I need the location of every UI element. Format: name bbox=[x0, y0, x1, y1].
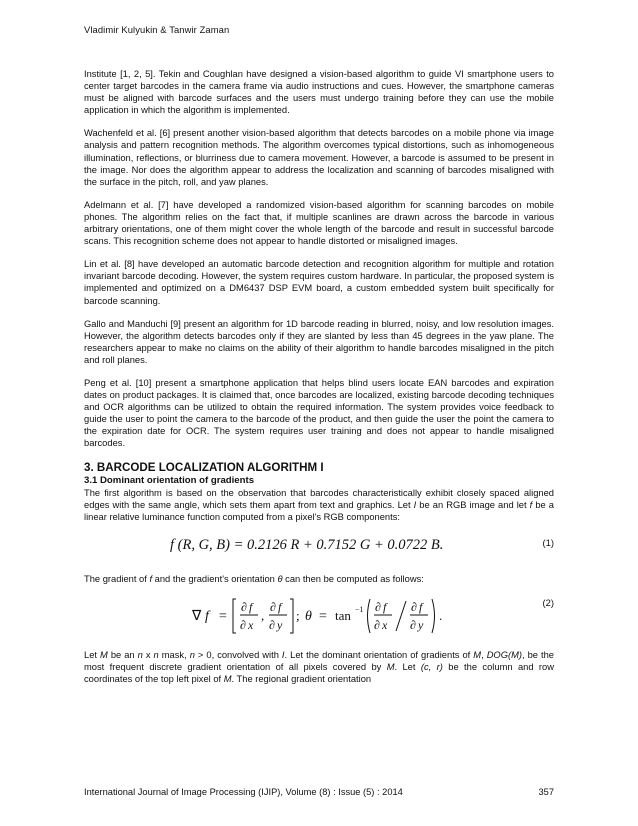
equation-1-body: f (R, G, B) = 0.2126 R + 0.7152 G + 0.0722 B. bbox=[170, 536, 444, 553]
svg-text:−1: −1 bbox=[355, 604, 364, 614]
svg-text:∂: ∂ bbox=[241, 599, 247, 614]
svg-text:y: y bbox=[418, 617, 424, 632]
journal-citation: International Journal of Image Processing (IJIP), Volume (8) : Issue (5) : 2014 bbox=[84, 787, 403, 797]
running-header: Vladimir Kulyukin & Tanwir Zaman bbox=[84, 24, 230, 35]
equation-2-number: (2) bbox=[542, 596, 554, 608]
equation-1-number: (1) bbox=[542, 536, 554, 548]
paragraph-8: The gradient of f and the gradient's orientation θ can then be computed as follows: bbox=[84, 573, 424, 584]
paragraph-2: Wachenfeld et al. [6] present another vision-based algorithm that detects barcodes on a mobile phone via image analysis and pattern recognition methods. The algorithm overcomes typical distortions, such as inhomogeneous illumination, reflections, or blurriness due to camera movement. However, a barcode is assumed to be present in the image. Nor does the algorithm appear to address the localization and scanning of barcodes misaligned with the surface in the pitch, roll, and yaw planes. bbox=[84, 128, 554, 187]
subsection-heading: 3.1 Dominant orientation of gradients bbox=[84, 474, 255, 486]
svg-text:∂: ∂ bbox=[269, 617, 275, 632]
equation-1 bbox=[84, 531, 554, 565]
svg-text:x: x bbox=[382, 617, 388, 632]
page-number: 357 bbox=[538, 787, 554, 797]
equation-2 bbox=[84, 593, 554, 639]
svg-text:x: x bbox=[248, 617, 254, 632]
paragraph-6: Peng et al. [10] present a smartphone application that helps blind users locate EAN barcodes and expiration dates on product packages. It is claimed that, once barcodes are localized, existing barcode decoding techniques and OCR algorithms can be utilized to obtain the required information. The system provides voice feedback to guide the user to point the camera to the barcode of the product, and then guide the user the point the camera to the expiration date for OCR. The system requires user training and does not appear to handle misaligned barcodes. bbox=[84, 377, 554, 449]
page-footer bbox=[84, 787, 554, 797]
svg-text:∇: ∇ bbox=[192, 608, 202, 624]
svg-text:∂: ∂ bbox=[410, 617, 416, 632]
body-text bbox=[84, 68, 554, 696]
paragraph-5: Gallo and Manduchi [9] present an algorithm for 1D barcode reading in blurred, noisy, and low resolution images. However, the algorithm detects barcodes only if they are slanted by less than 45 degrees in the yaw plane. The researchers appear to make no claims on the ability of their algorithm to handle barcodes misaligned in the pitch and roll planes. bbox=[84, 318, 554, 365]
svg-text:∂: ∂ bbox=[375, 599, 381, 614]
paragraph-4: Lin et al. [8] have developed an automatic barcode detection and recognition algorithm for multiple and rotation invariant barcode decoding. However, the system requires custom hardware. In particular, the proposed system is implemented and optimized on a DM6437 DSP EVM board, a custom embedded system built specifically for barcode scanning. bbox=[84, 259, 554, 306]
svg-text:∂: ∂ bbox=[270, 599, 276, 614]
svg-text:tan: tan bbox=[335, 607, 351, 623]
paragraph-3: Adelmann et al. [7] have developed a randomized vision-based algorithm for scanning barcodes on mobile phones. The algorithm relies on the fact that, if multiple scanlines are drawn across the barcode in various arbitrary orientations, one of them might cover the whole length of the barcode and result in successful barcode scans. This recognition scheme does not appear to handle distorted or misaligned images. bbox=[84, 199, 554, 247]
svg-text:f: f bbox=[383, 599, 387, 614]
svg-text:∂: ∂ bbox=[411, 599, 417, 614]
svg-text:∂: ∂ bbox=[240, 617, 246, 632]
paragraph-1: Institute [1, 2, 5]. Tekin and Coughlan have designed a vision-based algorithm to guide VI smartphone users to center target barcodes in the camera frame via audio instructions and cues. However, the smartphone cameras must be aligned with barcode surfaces and the users must undergo training before they can use the mobile application in which the algorithm is implemented. bbox=[84, 69, 554, 116]
svg-text:f: f bbox=[205, 608, 209, 624]
svg-text:=: = bbox=[319, 608, 327, 624]
svg-text:y: y bbox=[277, 617, 283, 632]
svg-text:f: f bbox=[278, 599, 282, 614]
paragraph-7: The first algorithm is based on the observation that barcodes characteristically exhibit closely spaced aligned edges with the same angle, which sets them apart from text and graphics. Let I be an RGB image and let f be a linear relative luminance function computed from a pixel's RGB components: bbox=[84, 487, 554, 522]
equation-2-graphic bbox=[84, 593, 484, 639]
svg-text:=: = bbox=[219, 608, 227, 624]
section-heading: 3. BARCODE LOCALIZATION ALGORITHM I bbox=[84, 460, 324, 474]
svg-text:;: ; bbox=[296, 607, 300, 623]
svg-text:∂: ∂ bbox=[374, 617, 380, 632]
svg-text:.: . bbox=[439, 607, 443, 623]
svg-text:f: f bbox=[249, 599, 253, 614]
svg-text:f: f bbox=[419, 599, 423, 614]
svg-text:,: , bbox=[261, 607, 265, 623]
svg-text:θ: θ bbox=[305, 608, 312, 624]
paragraph-9: Let M be an n x n mask, n > 0, convolved with I. Let the dominant orientation of gradients of M, DOG(M), be the most frequent discrete gradient orientation of all pixels covered by M. Let (c, r) be the column and row coordinates of the top left pixel of M. The regional gradient orientation bbox=[84, 649, 554, 685]
